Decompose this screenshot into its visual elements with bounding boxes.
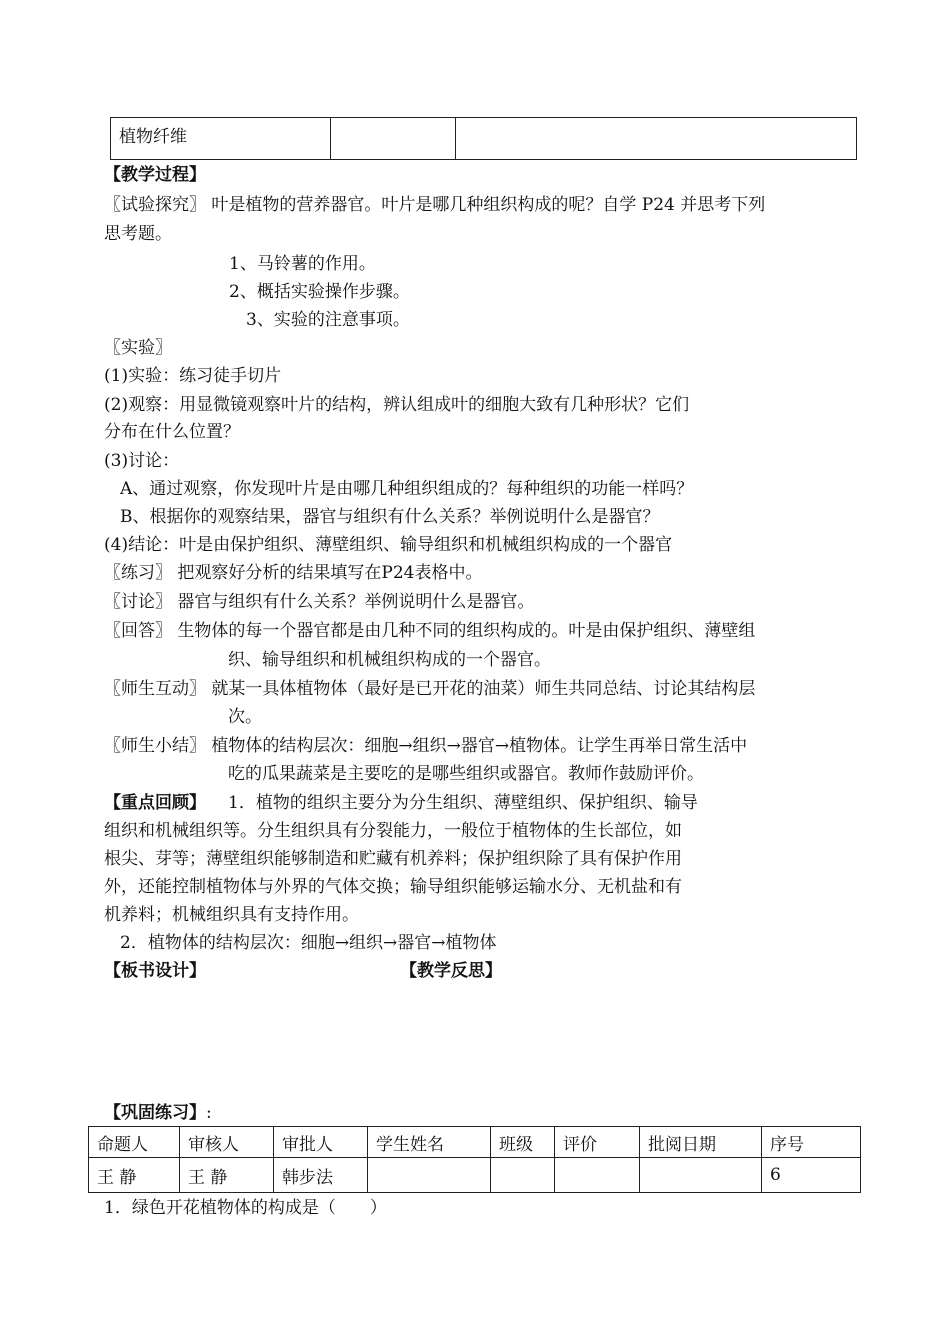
table-header: 学生姓名 (368, 1127, 491, 1158)
table-header: 批阅日期 (640, 1127, 762, 1158)
table-cell: 王 静 (180, 1158, 274, 1193)
paragraph-line: (1)实验：练习徒手切片 (104, 366, 282, 386)
paragraph-line: 外，还能控制植物体与外界的气体交换；输导组织能够运输水分、无机盐和有 (104, 877, 682, 897)
consolidate-colon: : (206, 1103, 212, 1123)
table-cell: 植物纤维 (111, 118, 331, 160)
paragraph-line: 〖练习〗 把观察好分析的结果填写在P24表格中。 (104, 563, 483, 583)
paragraph-line: 2．植物体的结构层次：细胞→组织→器官→植物体 (120, 933, 497, 953)
list-item: 1、马铃薯的作用。 (229, 254, 376, 274)
section-heading: 【板书设计】 (104, 961, 206, 981)
table-cell (331, 118, 456, 160)
paragraph-line: 分布在什么位置？ (104, 422, 240, 442)
paragraph-line: 〖回答〗 生物体的每一个器官都是由几种不同的组织构成的。叶是由保护组织、薄壁组 (104, 621, 756, 641)
paragraph-line: 思考题。 (104, 224, 172, 244)
section-heading: 【教学过程】 (104, 165, 206, 185)
info-table (88, 1126, 861, 1193)
table-header: 序号 (762, 1127, 861, 1158)
table-cell (368, 1158, 491, 1193)
paragraph-line: (2)观察：用显微镜观察叶片的结构，辨认组成叶的细胞大致有几种形状？它们 (104, 395, 690, 415)
paragraph-line: B、根据你的观察结果，器官与组织有什么关系？举例说明什么是器官？ (120, 507, 660, 527)
paragraph-line: 〖实验〗 (104, 338, 172, 358)
paragraph-line: 〖讨论〗 器官与组织有什么关系？举例说明什么是器官。 (104, 592, 535, 612)
table-cell: 王 静 (89, 1158, 180, 1193)
paragraph-line: A、通过观察，你发现叶片是由哪几种组织组成的？每种组织的功能一样吗？ (120, 479, 694, 499)
top-table (110, 117, 857, 160)
paragraph-line: 组织和机械组织等。分生组织具有分裂能力，一般位于植物体的生长部位，如 (104, 821, 682, 841)
table-cell (640, 1158, 762, 1193)
paragraph-line: 次。 (228, 707, 262, 727)
list-item: 3、实验的注意事项。 (246, 310, 410, 330)
question: 1．绿色开花植物体的构成是（ ） (104, 1198, 387, 1218)
paragraph-line: 1．植物的组织主要分为分生组织、薄壁组织、保护组织、输导 (228, 793, 698, 813)
paragraph-line: (3)讨论： (104, 451, 180, 471)
paragraph-line: 机养料；机械组织具有支持作用。 (104, 905, 359, 925)
section-heading: 【重点回顾】 (104, 793, 206, 813)
paragraph-line: 〖试验探究〗 叶是植物的营养器官。叶片是哪几种组织构成的呢？自学 P24 并思考下列 (104, 195, 766, 215)
paragraph-line: 织、输导组织和机械组织构成的一个器官。 (228, 650, 551, 670)
table-cell (456, 118, 857, 160)
paragraph-line: 〖师生小结〗 植物体的结构层次：细胞→组织→器官→植物体。让学生再举日常生活中 (104, 736, 748, 756)
table-header: 班级 (491, 1127, 555, 1158)
table-cell (491, 1158, 555, 1193)
section-heading (104, 1103, 212, 1123)
table-header: 命题人 (89, 1127, 180, 1158)
section-heading: 【教学反思】 (400, 961, 502, 981)
table-header: 评价 (555, 1127, 640, 1158)
table-cell: 6 (762, 1158, 861, 1193)
paragraph-line: (4)结论：叶是由保护组织、薄壁组织、输导组织和机械组织构成的一个器官 (104, 535, 673, 555)
table-header: 审核人 (180, 1127, 274, 1158)
paragraph-line: 根尖、芽等；薄壁组织能够制造和贮藏有机养料；保护组织除了具有保护作用 (104, 849, 682, 869)
consolidate-label: 【巩固练习】 (104, 1103, 206, 1123)
table-cell (555, 1158, 640, 1193)
paragraph-line: 吃的瓜果蔬菜是主要吃的是哪些组织或器官。教师作鼓励评价。 (228, 764, 704, 784)
table-header: 审批人 (274, 1127, 368, 1158)
table-cell: 韩步法 (274, 1158, 368, 1193)
list-item: 2、概括实验操作步骤。 (229, 282, 410, 302)
paragraph-line: 〖师生互动〗 就某一具体植物体（最好是已开花的油菜）师生共同总结、讨论其结构层 (104, 679, 756, 699)
